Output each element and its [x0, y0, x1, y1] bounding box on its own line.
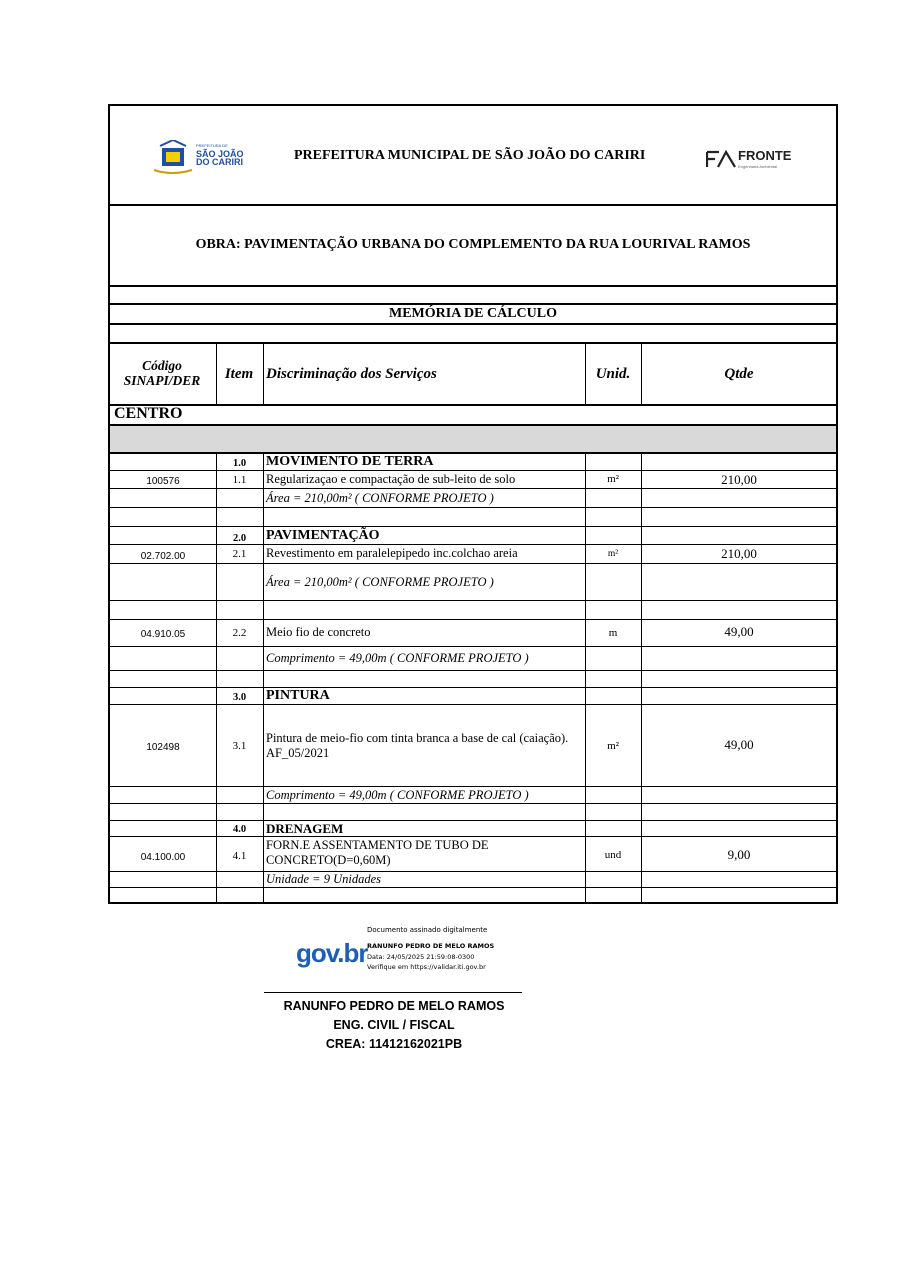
govbr-line4: Verifique em https://validar.iti.gov.br [367, 963, 486, 971]
signature-line [264, 992, 522, 993]
govbr-stamp [296, 926, 526, 976]
calculation-sheet [108, 104, 838, 904]
desc-4-0: DRENAGEM [266, 821, 344, 836]
qty-2-2: 49,00 [724, 624, 754, 639]
unit-3-1: m² [607, 740, 619, 752]
unit-2-1: m² [607, 549, 619, 559]
item-2-2: 2.2 [232, 627, 247, 639]
col-header-codigo: Código SINAPI/DER [123, 358, 201, 388]
desc-2-0: PAVIMENTAÇÃO [266, 528, 380, 543]
note-4-1: Unidade = 9 Unidades [266, 872, 382, 886]
item-1-1: 1.1 [232, 474, 247, 486]
item-2-0: 2.0 [232, 533, 247, 544]
code-1-1: 100576 [146, 476, 180, 487]
col-header-item: Item [224, 366, 254, 382]
fronte-logo: FRONTE Engenharia Ambiental [706, 148, 806, 170]
note-1-1: Área = 210,00m² ( CONFORME PROJETO ) [266, 491, 494, 505]
unit-2-2: m [608, 627, 618, 639]
desc-2-1: Revestimento em paralelepipedo inc.colchao areia [266, 546, 518, 560]
signer-role: ENG. CIVIL / FISCAL [333, 1018, 455, 1032]
col-header-unid: Unid. [595, 366, 631, 382]
qty-3-1: 49,00 [724, 737, 754, 752]
desc-3-1: Pintura de meio-fio com tinta branca a base de cal (caiação). AF_05/2021 [266, 731, 569, 760]
item-3-0: 3.0 [232, 692, 247, 703]
govbr-line3: Data: 24/05/2025 21:59:08-0300 [367, 953, 475, 961]
note-3-1: Comprimento = 49,00m ( CONFORME PROJETO ) [266, 788, 529, 802]
obra-title: OBRA: PAVIMENTAÇÃO URBANA DO COMPLEMENTO DA RUA LOURIVAL RAMOS [195, 237, 751, 252]
signer-crea: CREA: 11412162021PB [325, 1037, 463, 1051]
municipality-title: PREFEITURA MUNICIPAL DE SÃO JOÃO DO CARIRI [294, 148, 646, 163]
item-4-0: 4.0 [232, 824, 247, 835]
desc-1-1: Regularizaçao e compactação de sub-leito de solo [266, 472, 516, 486]
memoria-title: MEMÓRIA DE CÁLCULO [388, 306, 557, 321]
fronte-mark-icon [706, 150, 736, 168]
item-2-1: 2.1 [232, 548, 247, 560]
unit-1-1: m² [607, 473, 619, 485]
col-header-discriminacao: Discriminação dos Serviços [266, 366, 437, 382]
code-4-1: 04.100.00 [140, 852, 186, 863]
desc-3-0: PINTURA [266, 688, 330, 703]
item-3-1: 3.1 [232, 740, 247, 752]
signer-name: RANUNFO PEDRO DE MELO RAMOS [283, 999, 505, 1013]
desc-4-1: FORN.E ASSENTAMENTO DE TUBO DE CONCRETO(D=0,60M) [266, 838, 489, 867]
col-header-qtde: Qtde [724, 366, 754, 382]
gray-band [110, 426, 836, 452]
code-2-1: 02.702.00 [140, 551, 186, 562]
code-2-2: 04.910.05 [140, 629, 186, 640]
item-1-0: 1.0 [232, 458, 247, 469]
unit-4-1: und [604, 849, 622, 861]
desc-1-0: MOVIMENTO DE TERRA [266, 454, 434, 469]
qty-1-1: 210,00 [721, 472, 757, 487]
section-centro: CENTRO [114, 405, 183, 422]
code-3-1: 102498 [146, 742, 180, 753]
municipality-logo: PREFEITURA DE SÃO JOÃO DO CARIRI [152, 140, 244, 176]
note-2-1: Área = 210,00m² ( CONFORME PROJETO ) [266, 575, 494, 589]
govbr-line1: Documento assinado digitalmente [367, 926, 488, 934]
qty-2-1: 210,00 [721, 546, 757, 561]
item-4-1: 4.1 [232, 850, 247, 862]
note-2-2: Comprimento = 49,00m ( CONFORME PROJETO ) [266, 651, 529, 665]
govbr-logo: gov.br [296, 938, 368, 968]
govbr-line2: RANUNFO PEDRO DE MELO RAMOS [367, 942, 495, 950]
desc-2-2: Meio fio de concreto [266, 625, 371, 639]
qty-4-1: 9,00 [727, 847, 751, 862]
